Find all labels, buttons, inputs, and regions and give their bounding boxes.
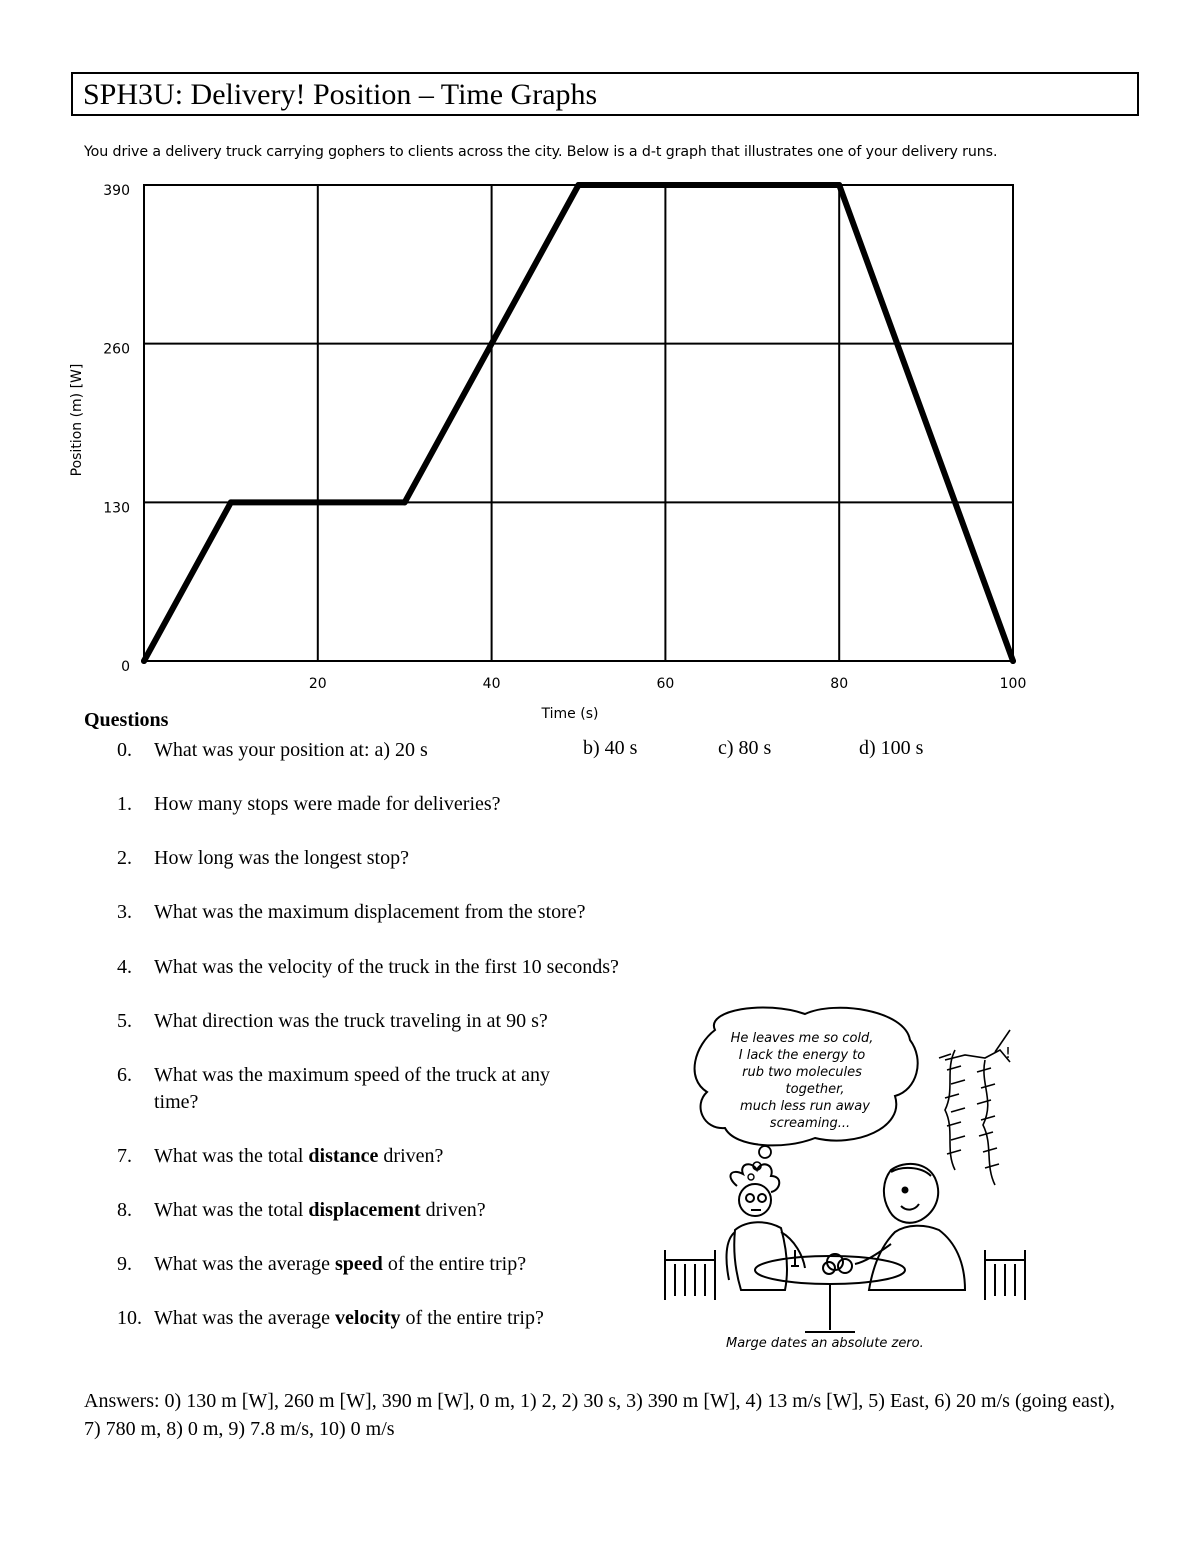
question-text (154, 1197, 486, 1224)
question-4 (117, 954, 619, 981)
y-axis-label: Position (m) [W] (69, 363, 85, 477)
question-text-part: How long was the longest stop? (154, 847, 409, 869)
emphasized-term: displacement (308, 1199, 421, 1221)
question-text (154, 1143, 443, 1170)
y-tick-label: 390 (103, 183, 130, 199)
y-tick-label: 260 (103, 341, 130, 358)
question-text-part: What was the total (154, 1199, 309, 1221)
question-number: 9. (117, 1253, 132, 1275)
x-tick-label: 40 (482, 676, 501, 692)
question-number: 3. (117, 901, 132, 923)
page-title: SPH3U: Delivery! Position – Time Graphs (83, 78, 598, 111)
question-text-part: What direction was the truck traveling in at 90 s? (154, 1010, 548, 1032)
x-tick-label: 20 (308, 676, 327, 692)
data-point (228, 499, 234, 505)
thought-dot (748, 1174, 754, 1180)
emphasized-term: distance (308, 1145, 379, 1167)
question-text-part: What was the velocity of the truck in the first 10 seconds? (154, 956, 619, 978)
y-tick-label: 0 (121, 659, 130, 675)
data-point (576, 182, 582, 188)
woman-figure (727, 1164, 805, 1290)
question-text-part: What was the maximum displacement from the store? (154, 901, 586, 923)
x-tick-label: 60 (656, 676, 675, 692)
cartoon-illustration (655, 1000, 1035, 1360)
question-3 (117, 899, 586, 926)
bubble-text (731, 1031, 874, 1131)
plot-frame (144, 185, 1013, 661)
question-text (154, 1251, 526, 1278)
question-text (154, 954, 619, 981)
hanging-plant (939, 1030, 1010, 1185)
question-6 (117, 1062, 550, 1116)
x-tick-label: 100 (999, 676, 1027, 692)
question-7 (117, 1143, 443, 1170)
data-point (836, 182, 842, 188)
question-text (154, 899, 586, 926)
bubble-line: He leaves me so cold, (730, 1031, 874, 1046)
question-text (154, 1008, 548, 1035)
question-text-part: What was the average (154, 1253, 336, 1275)
chairs (665, 1250, 1025, 1300)
question-9 (117, 1251, 526, 1278)
question-0-part-d: d) 100 s (859, 737, 924, 759)
question-number: 8. (117, 1199, 132, 1221)
intro-text: You drive a delivery truck carrying gophers to clients across the city. Below is a d-t graph that illustrates one of your delivery runs. (84, 144, 998, 160)
question-text-part: What was the total (154, 1145, 309, 1167)
x-axis-label: Time (s) (541, 706, 599, 722)
thought-dot (759, 1146, 771, 1158)
answers-text: Answers: 0) 130 m [W], 260 m [W], 390 m [W], 0 m, 1) 2, 2) 30 s, 3) 390 m [W], 4) 13 m/s [W], 5) East, 6) 20 m/s (going east), 7) 780 m, 8) 0 m, 9) 7.8 m/s, 10) 0 m/s (84, 1390, 1115, 1440)
question-text-part: of the entire trip? (382, 1253, 527, 1275)
y-tick-label: 130 (103, 500, 130, 517)
question-number: 0. (117, 739, 132, 761)
question-0-part-c: c) 80 s (718, 737, 772, 759)
question-number: 5. (117, 1010, 132, 1032)
question-0-part-a: What was your position at: a) 20 s (154, 739, 428, 761)
questions-heading: Questions (84, 709, 169, 731)
question-number: 2. (117, 847, 132, 869)
bubble-line: I lack the energy to (738, 1048, 866, 1063)
question-5 (117, 1008, 548, 1035)
question-1 (117, 791, 501, 818)
question-10 (117, 1305, 544, 1332)
question-text-part: What was the average (154, 1307, 336, 1329)
question-number: 1. (117, 793, 132, 815)
question-number: 6. (117, 1064, 132, 1086)
question-text (154, 1305, 544, 1332)
cartoon-caption: Marge dates an absolute zero. (726, 1336, 924, 1351)
data-point (402, 499, 408, 505)
series-line (144, 185, 1013, 661)
data-point (1010, 658, 1016, 664)
position-time-chart (0, 0, 1200, 730)
question-text-part: driven? (420, 1199, 486, 1221)
question-8 (117, 1197, 486, 1224)
exclaim-mark: ! (1005, 1044, 1012, 1062)
emphasized-term: speed (335, 1253, 383, 1275)
bubble-line: screaming... (769, 1116, 851, 1131)
question-number: 7. (117, 1145, 132, 1167)
question-text-part: of the entire trip? (400, 1307, 544, 1329)
question-number: 4. (117, 956, 132, 978)
question-text (154, 1062, 550, 1116)
question-text-part: How many stops were made for deliveries? (154, 793, 501, 815)
bubble-line: rub two molecules (742, 1065, 862, 1080)
question-text-part: What was the maximum speed of the truck at any (154, 1064, 550, 1086)
emphasized-term: velocity (335, 1307, 401, 1329)
bubble-line: together, (785, 1082, 845, 1097)
data-point (141, 658, 147, 664)
x-tick-label: 80 (830, 676, 849, 692)
bubble-line: much less run away (740, 1099, 870, 1114)
question-0 (117, 737, 428, 764)
man-figure (855, 1164, 965, 1290)
question-0-part-b: b) 40 s (583, 737, 638, 759)
question-text-line2: time? (154, 1091, 199, 1113)
question-text (154, 791, 501, 818)
question-number: 10. (117, 1307, 142, 1329)
question-text-part: driven? (378, 1145, 444, 1167)
question-2 (117, 845, 409, 872)
question-text (154, 845, 409, 872)
